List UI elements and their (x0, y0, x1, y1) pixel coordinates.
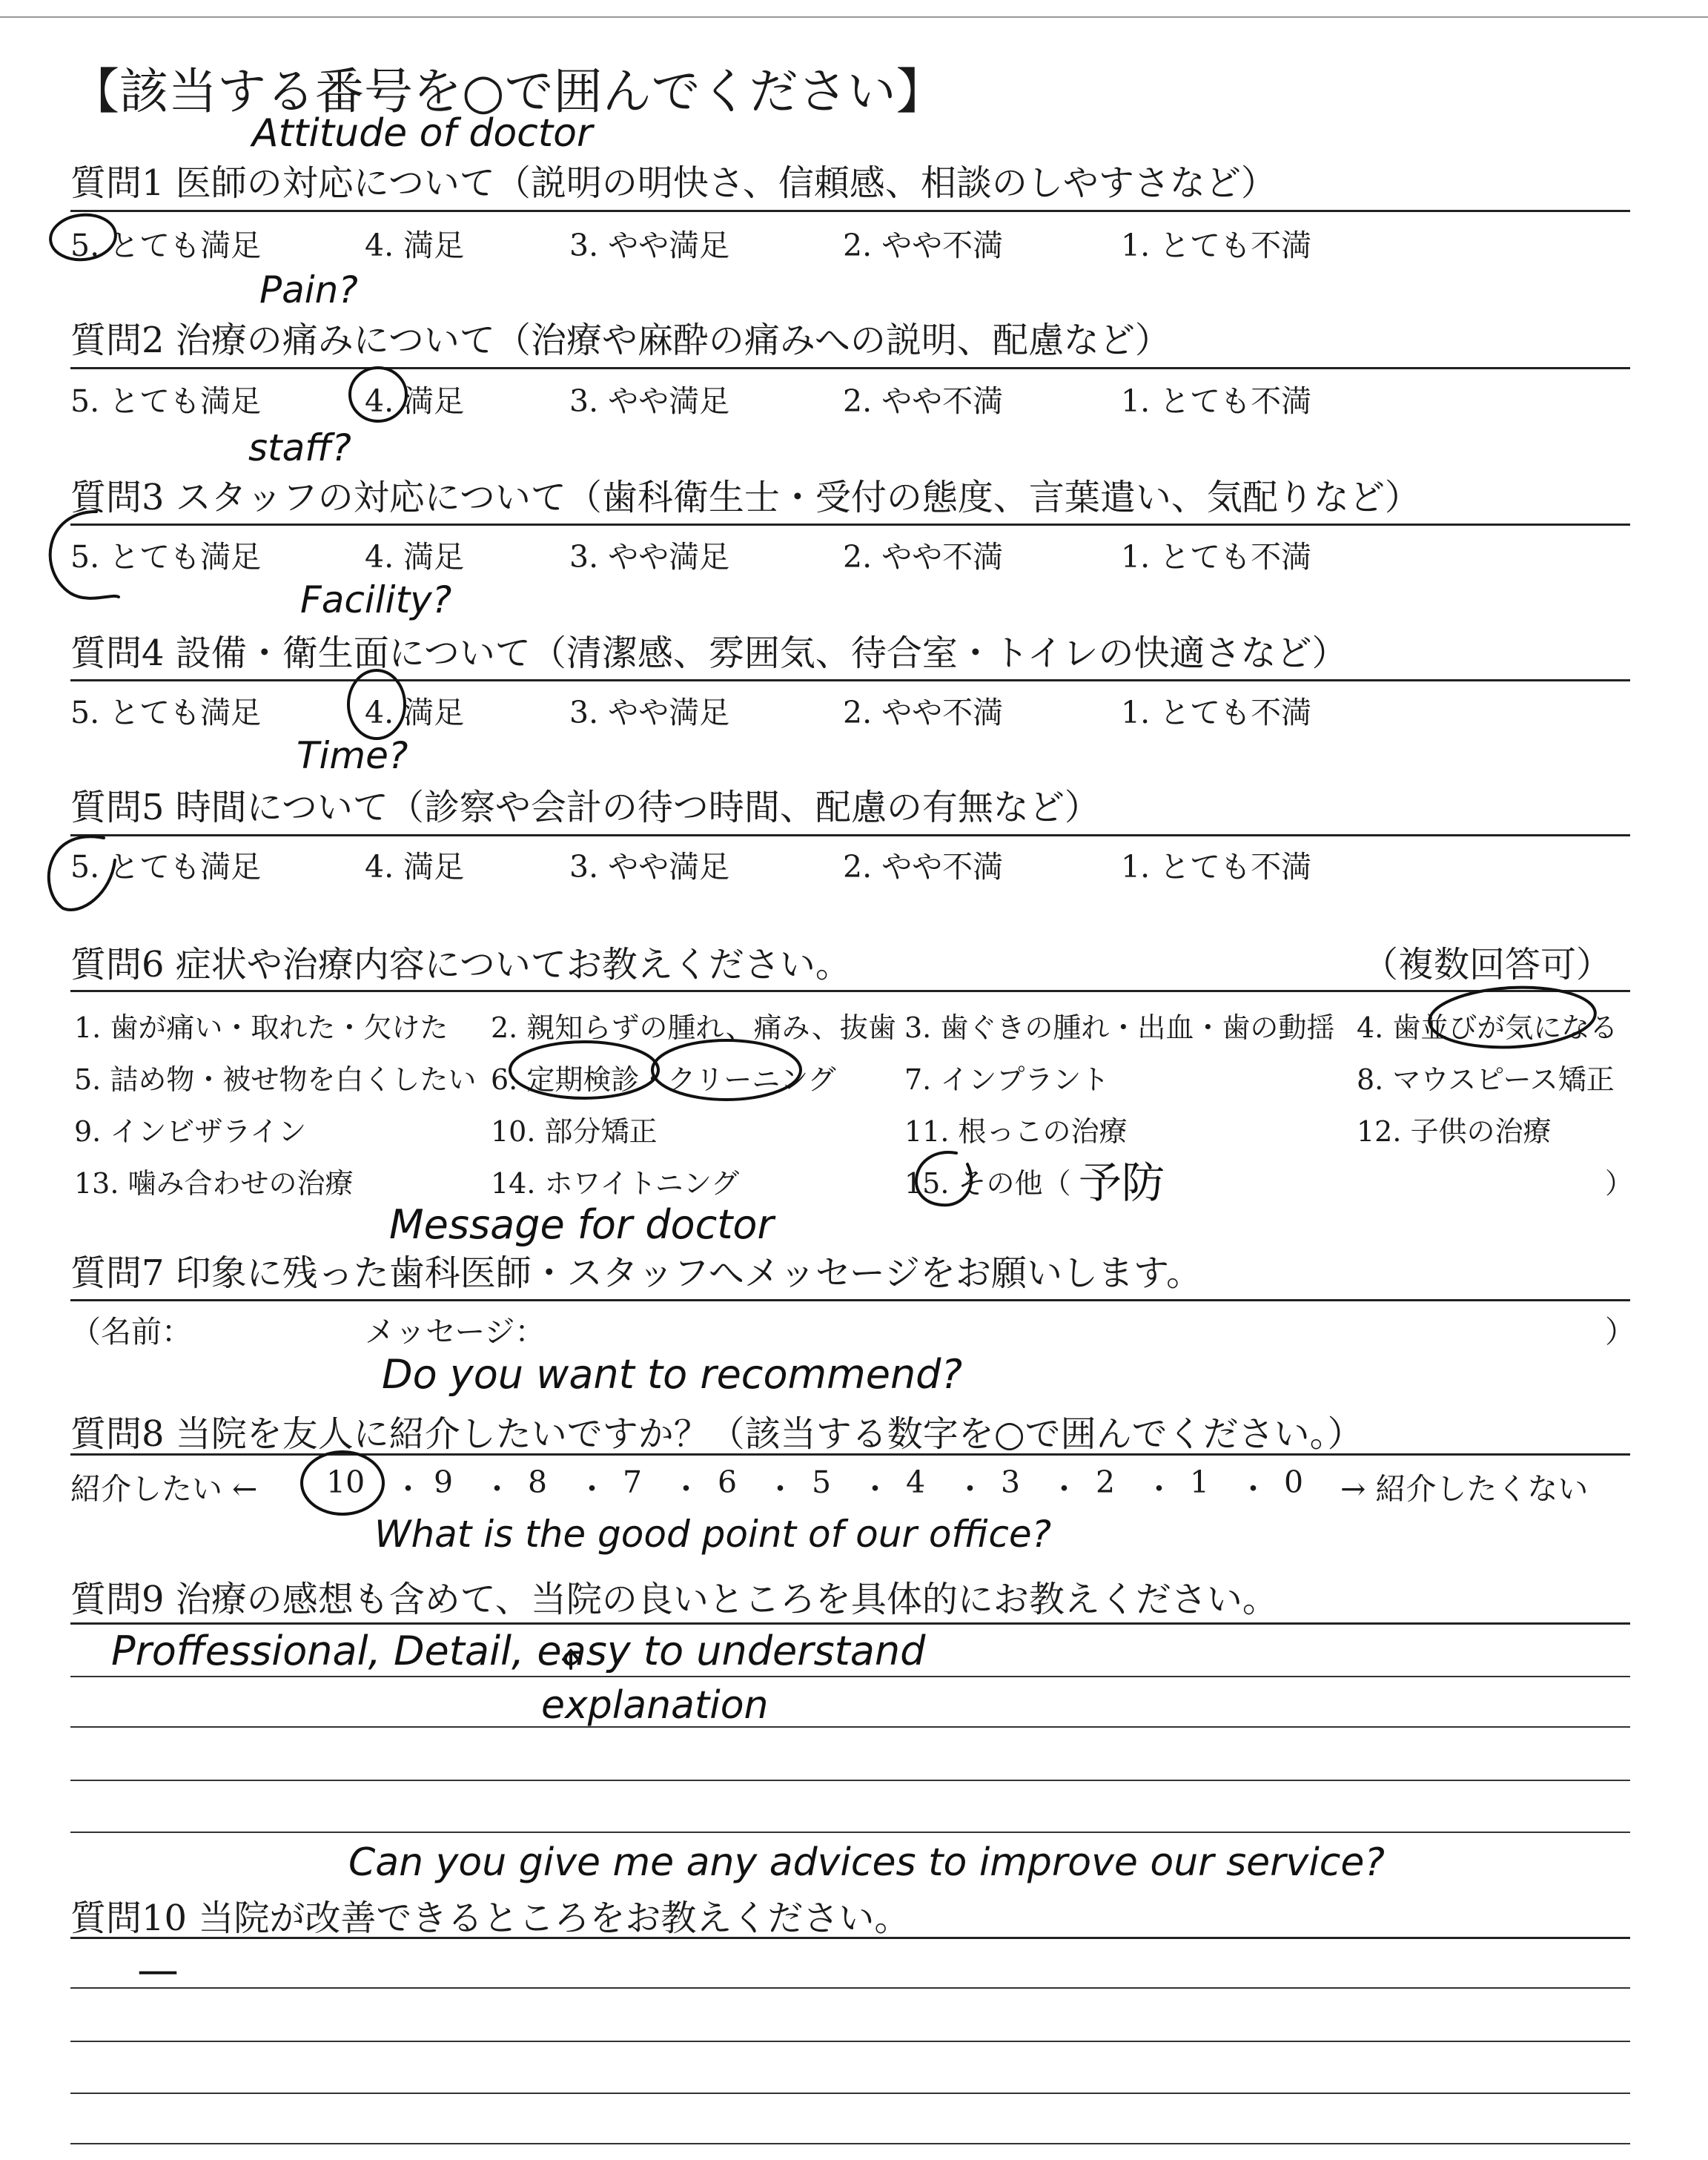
q10-answer: — (137, 1946, 179, 1995)
q6-option-3[interactable]: 3. 歯ぐきの腫れ・出血・歯の動揺 (904, 1011, 1335, 1044)
q7-message-label: メッセージ： (365, 1314, 546, 1350)
question-7-rule (70, 1299, 1630, 1301)
q3-option-2[interactable]: 2. やや不満 (843, 539, 1004, 575)
q8-sep-10: ・ (1238, 1471, 1268, 1507)
q8-number-9[interactable]: 9 (434, 1464, 454, 1500)
q5-option-2[interactable]: 2. やや不満 (843, 849, 1004, 885)
q6-option-8[interactable]: 8. マウスピース矯正 (1357, 1063, 1615, 1096)
question-9-rule (70, 1622, 1630, 1625)
q8-sep-6: ・ (860, 1471, 890, 1507)
q8-sep-9: ・ (1144, 1471, 1174, 1507)
q3-option-3[interactable]: 3. やや満足 (569, 539, 730, 575)
q5-option-4[interactable]: 4. 満足 (365, 849, 465, 885)
q6-other-answer: 予防 (1079, 1157, 1165, 1208)
q6-option-4[interactable]: 4. 歯並びが気になる (1357, 1011, 1618, 1044)
q6-option-10[interactable]: 10. 部分矯正 (491, 1115, 658, 1148)
note-q10: Can you give me any advices to improve our service? (348, 1840, 1385, 1885)
q3-option-1[interactable]: 1. とても不満 (1121, 539, 1312, 575)
q8-number-2[interactable]: 2 (1096, 1464, 1116, 1500)
q10-answer-line-rule-3 (70, 2093, 1630, 2094)
q8-number-4[interactable]: 4 (906, 1464, 926, 1500)
q8-number-7[interactable]: 7 (623, 1464, 643, 1500)
q6-option-11[interactable]: 11. 根っこの治療 (904, 1115, 1128, 1148)
q9-answer-line-2: explanation (541, 1683, 769, 1728)
q1-option-1[interactable]: 1. とても不満 (1121, 228, 1312, 263)
question-10-title: 質問10 当院が改善できるところをお教えください。 (70, 1898, 910, 1939)
q6-option-7[interactable]: 7. インプラント (904, 1063, 1110, 1096)
question-8-title: 質問8 当院を友人に紹介したいですか？（該当する数字を○で囲んでください。） (70, 1413, 1363, 1455)
question-1-title: 質問1 医師の対応について（説明の明快さ、信頼感、相談のしやすさなど） (70, 162, 1277, 204)
q8-number-10[interactable]: 10 (326, 1464, 365, 1500)
question-2-title: 質問2 治療の痛みについて（治療や麻酔の痛みへの説明、配慮など） (70, 320, 1171, 361)
question-4-rule (70, 679, 1630, 681)
note-q5: Time? (297, 734, 408, 777)
q9-answer-line-rule-3 (70, 1780, 1630, 1781)
q4-option-4[interactable]: 4. 満足 (365, 695, 465, 730)
q8-number-6[interactable]: 6 (718, 1464, 738, 1500)
question-4-title: 質問4 設備・衛生面について（清潔感、雰囲気、待合室・トイレの快適さなど） (70, 633, 1348, 674)
q8-number-5[interactable]: 5 (812, 1464, 832, 1500)
note-q4: Facility? (300, 578, 452, 621)
q4-option-3[interactable]: 3. やや満足 (569, 695, 730, 730)
q2-option-1[interactable]: 1. とても不満 (1121, 383, 1312, 419)
q6-option-2[interactable]: 2. 親知らずの腫れ、痛み、抜歯 (491, 1011, 896, 1044)
question-6-rule (70, 990, 1630, 992)
question-2-rule (70, 367, 1630, 369)
q8-number-8[interactable]: 8 (528, 1464, 548, 1500)
q6-option-1[interactable]: 1. 歯が痛い・取れた・欠けた (74, 1011, 448, 1044)
q9-answer-line-rule-4 (70, 1832, 1630, 1833)
q2-option-4[interactable]: 4. 満足 (365, 383, 465, 419)
q8-sep-1: ・ (393, 1471, 423, 1507)
note-q8: Do you want to recommend? (382, 1351, 963, 1398)
q8-sep-5: ・ (765, 1471, 795, 1507)
q6-option-14[interactable]: 14. ホワイトニング (491, 1167, 740, 1200)
question-5-title: 質問5 時間について（診察や会計の待つ時間、配慮の有無など） (70, 787, 1100, 828)
page-title: 【該当する番号を○で囲んでください】 (70, 63, 945, 120)
question-9-title: 質問9 治療の感想も含めて、当院の良いところを具体的にお教えください。 (70, 1579, 1278, 1620)
note-q9: What is the good point of our office? (374, 1513, 1052, 1556)
q4-option-1[interactable]: 1. とても不満 (1121, 695, 1312, 730)
q6-option-5[interactable]: 5. 詰め物・被せ物を白くしたい (74, 1063, 477, 1096)
q8-sep-2: ・ (482, 1471, 512, 1507)
q9-answer-line-1: Proffessional, Detail, easy to understand (111, 1628, 926, 1674)
q8-sep-8: ・ (1049, 1471, 1079, 1507)
q10-answer-line-rule-1 (70, 1987, 1630, 1989)
q1-option-5[interactable]: 5. とても満足 (70, 228, 262, 263)
note-q2: Pain? (259, 268, 358, 311)
q8-number-3[interactable]: 3 (1001, 1464, 1021, 1500)
q8-left-label: 紹介したい ← (70, 1471, 258, 1507)
note-q7: Message for doctor (389, 1201, 774, 1248)
q1-option-3[interactable]: 3. やや満足 (569, 228, 730, 263)
q6-other-close-paren: ） (1605, 1167, 1634, 1200)
question-8-rule (70, 1453, 1630, 1456)
q7-name-label: （名前： (70, 1314, 192, 1350)
q6-option-12[interactable]: 12. 子供の治療 (1357, 1115, 1552, 1148)
q8-number-0[interactable]: 0 (1284, 1464, 1304, 1500)
note-q1: Attitude of doctor (252, 111, 593, 156)
q5-option-5[interactable]: 5. とても満足 (70, 849, 262, 885)
q2-option-5[interactable]: 5. とても満足 (70, 383, 262, 419)
q6-option-6[interactable]: 6. 定期検診・クリーニング (491, 1063, 836, 1096)
question-5-rule (70, 834, 1630, 836)
question-3-rule (70, 524, 1630, 526)
question-6-title: 質問6 症状や治療内容についてお教えください。 (70, 944, 851, 985)
q4-option-2[interactable]: 2. やや不満 (843, 695, 1004, 730)
q10-answer-line-rule-2 (70, 2041, 1630, 2042)
question-7-title: 質問7 印象に残った歯科医師・スタッフへメッセージをお願いします。 (70, 1252, 1202, 1294)
question-3-title: 質問3 スタッフの対応について（歯科衛生士・受付の態度、言葉遣い、気配りなど） (70, 477, 1420, 518)
q3-option-5[interactable]: 5. とても満足 (70, 539, 262, 575)
q8-right-label: → 紹介したくない (1340, 1471, 1589, 1507)
scan-top-edge (0, 16, 1708, 18)
q8-sep-7: ・ (955, 1471, 985, 1507)
question-6-multi-note: （複数回答可） (1363, 944, 1612, 985)
q9-answer-line-rule-1 (70, 1676, 1630, 1677)
q8-sep-3: ・ (577, 1471, 607, 1507)
q2-option-3[interactable]: 3. やや満足 (569, 383, 730, 419)
q1-option-2[interactable]: 2. やや不満 (843, 228, 1004, 263)
q5-option-1[interactable]: 1. とても不満 (1121, 849, 1312, 885)
q8-number-1[interactable]: 1 (1190, 1464, 1210, 1500)
q10-answer-line-rule-4 (70, 2143, 1630, 2144)
note-q3: staff? (248, 426, 351, 469)
question-10-rule (70, 1937, 1630, 1939)
q3-option-4[interactable]: 4. 満足 (365, 539, 465, 575)
question-1-rule (70, 210, 1630, 212)
q5-option-3[interactable]: 3. やや満足 (569, 849, 730, 885)
q7-close-paren: ） (1605, 1314, 1635, 1350)
q6-option-13[interactable]: 13. 噛み合わせの治療 (74, 1167, 354, 1200)
q9-answer-line-rule-2 (70, 1726, 1630, 1728)
q6-option-9[interactable]: 9. インビザライン (74, 1115, 307, 1148)
q6-option-15[interactable]: 15. その他（ (904, 1167, 1071, 1200)
q1-option-4[interactable]: 4. 満足 (365, 228, 465, 263)
q8-sep-4: ・ (671, 1471, 701, 1507)
q2-option-2[interactable]: 2. やや不満 (843, 383, 1004, 419)
q4-option-5[interactable]: 5. とても満足 (70, 695, 262, 730)
